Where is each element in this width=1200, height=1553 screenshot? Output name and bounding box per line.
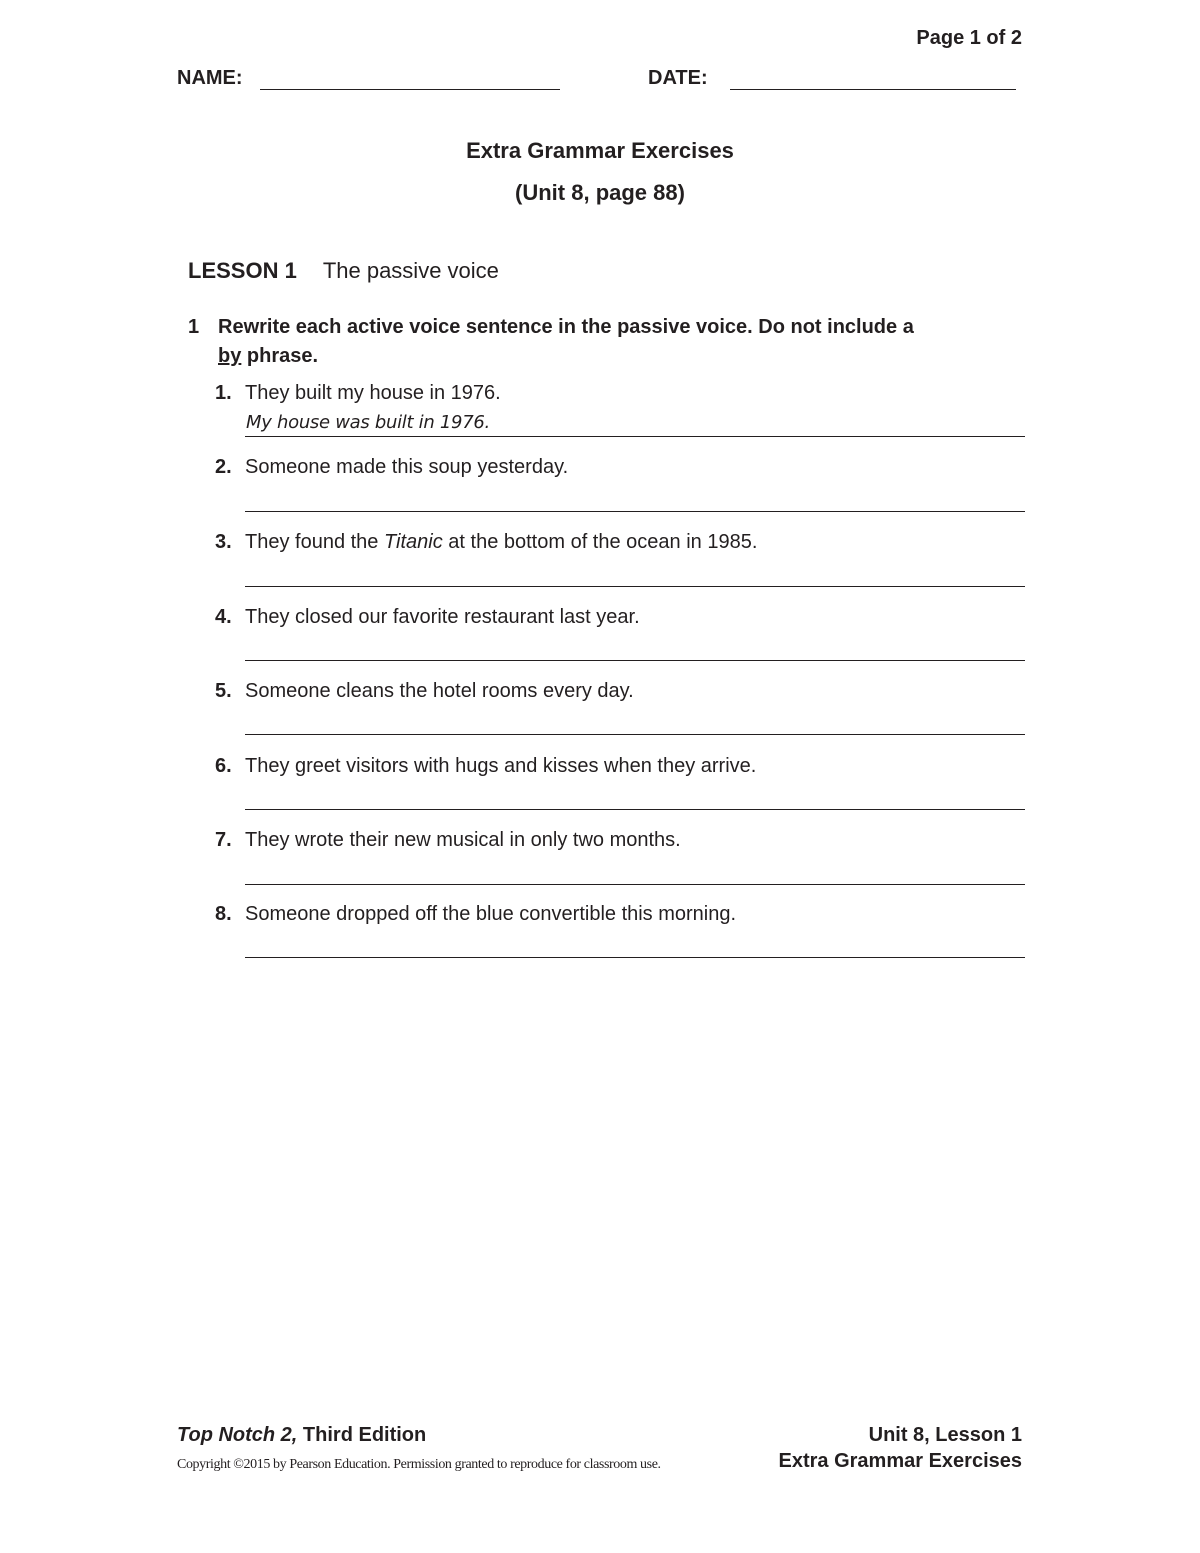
exercise-item — [215, 680, 1025, 703]
exercise-item — [215, 903, 1025, 926]
answer-line[interactable] — [245, 734, 1025, 735]
name-blank-line[interactable] — [260, 89, 560, 90]
item-number: 2. — [215, 456, 232, 478]
item-sentence: Someone made this soup yesterday. — [245, 456, 569, 478]
exercise-item — [215, 829, 1025, 852]
item-number: 1. — [215, 382, 232, 404]
item-number: 5. — [215, 680, 232, 702]
exercise-number: 1 — [188, 316, 200, 338]
item-sentence: They closed our favorite restaurant last year. — [245, 606, 640, 628]
instruction-text: Rewrite each active voice sentence in the passive voice. Do not include a — [218, 316, 914, 338]
handwritten-answer: My house was built in 1976. — [246, 412, 490, 433]
answer-line[interactable] — [245, 957, 1025, 958]
exercise-item — [215, 456, 1025, 479]
instruction-by-underlined: by — [218, 345, 242, 367]
item-sentence: They greet visitors with hugs and kisses when they arrive. — [245, 755, 757, 777]
item-number: 4. — [215, 606, 232, 628]
item-sentence-start: They found the — [245, 531, 384, 553]
date-blank-line[interactable] — [730, 89, 1016, 90]
item-sentence-end: at the bottom of the ocean in 1985. — [442, 531, 758, 553]
footer-book-title — [177, 1424, 426, 1447]
item-sentence: Someone cleans the hotel rooms every day. — [245, 680, 634, 702]
exercise-item — [215, 606, 1025, 629]
answer-line[interactable] — [245, 884, 1025, 885]
worksheet-title: Extra Grammar Exercises — [466, 138, 734, 163]
worksheet-subtitle: (Unit 8, page 88) — [515, 180, 685, 205]
answer-line[interactable] — [245, 511, 1025, 512]
exercise-item — [215, 531, 1025, 554]
name-label: NAME: — [177, 67, 243, 89]
footer-section-name: Extra Grammar Exercises — [778, 1450, 1022, 1472]
date-label: DATE: — [648, 67, 708, 89]
footer-unit-lesson: Unit 8, Lesson 1 — [868, 1424, 1022, 1446]
lesson-heading — [188, 258, 499, 284]
page-number: Page 1 of 2 — [916, 27, 1022, 49]
item-sentence: They built my house in 1976. — [245, 382, 501, 404]
item-number: 8. — [215, 903, 232, 925]
item-number: 3. — [215, 531, 232, 553]
answer-line[interactable] — [245, 436, 1025, 437]
book-edition: Third Edition — [297, 1424, 427, 1446]
item-number: 7. — [215, 829, 232, 851]
answer-line[interactable] — [245, 586, 1025, 587]
book-title: Top Notch 2, — [177, 1424, 298, 1446]
copyright-notice: Copyright ©2015 by Pearson Education. Permission granted to reproduce for classroom use. — [177, 1457, 661, 1472]
lesson-topic: The passive voice — [322, 258, 499, 283]
item-sentence: Someone dropped off the blue convertible this morning. — [245, 903, 737, 925]
item-sentence-italic: Titanic — [383, 531, 443, 553]
exercise-item — [215, 382, 1025, 405]
item-sentence: They wrote their new musical in only two months. — [245, 829, 681, 851]
answer-line[interactable] — [245, 660, 1025, 661]
exercise-instructions — [188, 313, 988, 371]
lesson-label: LESSON 1 — [188, 258, 297, 283]
instruction-text-end: phrase. — [241, 345, 319, 367]
answer-line[interactable] — [245, 809, 1025, 810]
exercise-item — [215, 755, 1025, 778]
item-number: 6. — [215, 755, 232, 777]
